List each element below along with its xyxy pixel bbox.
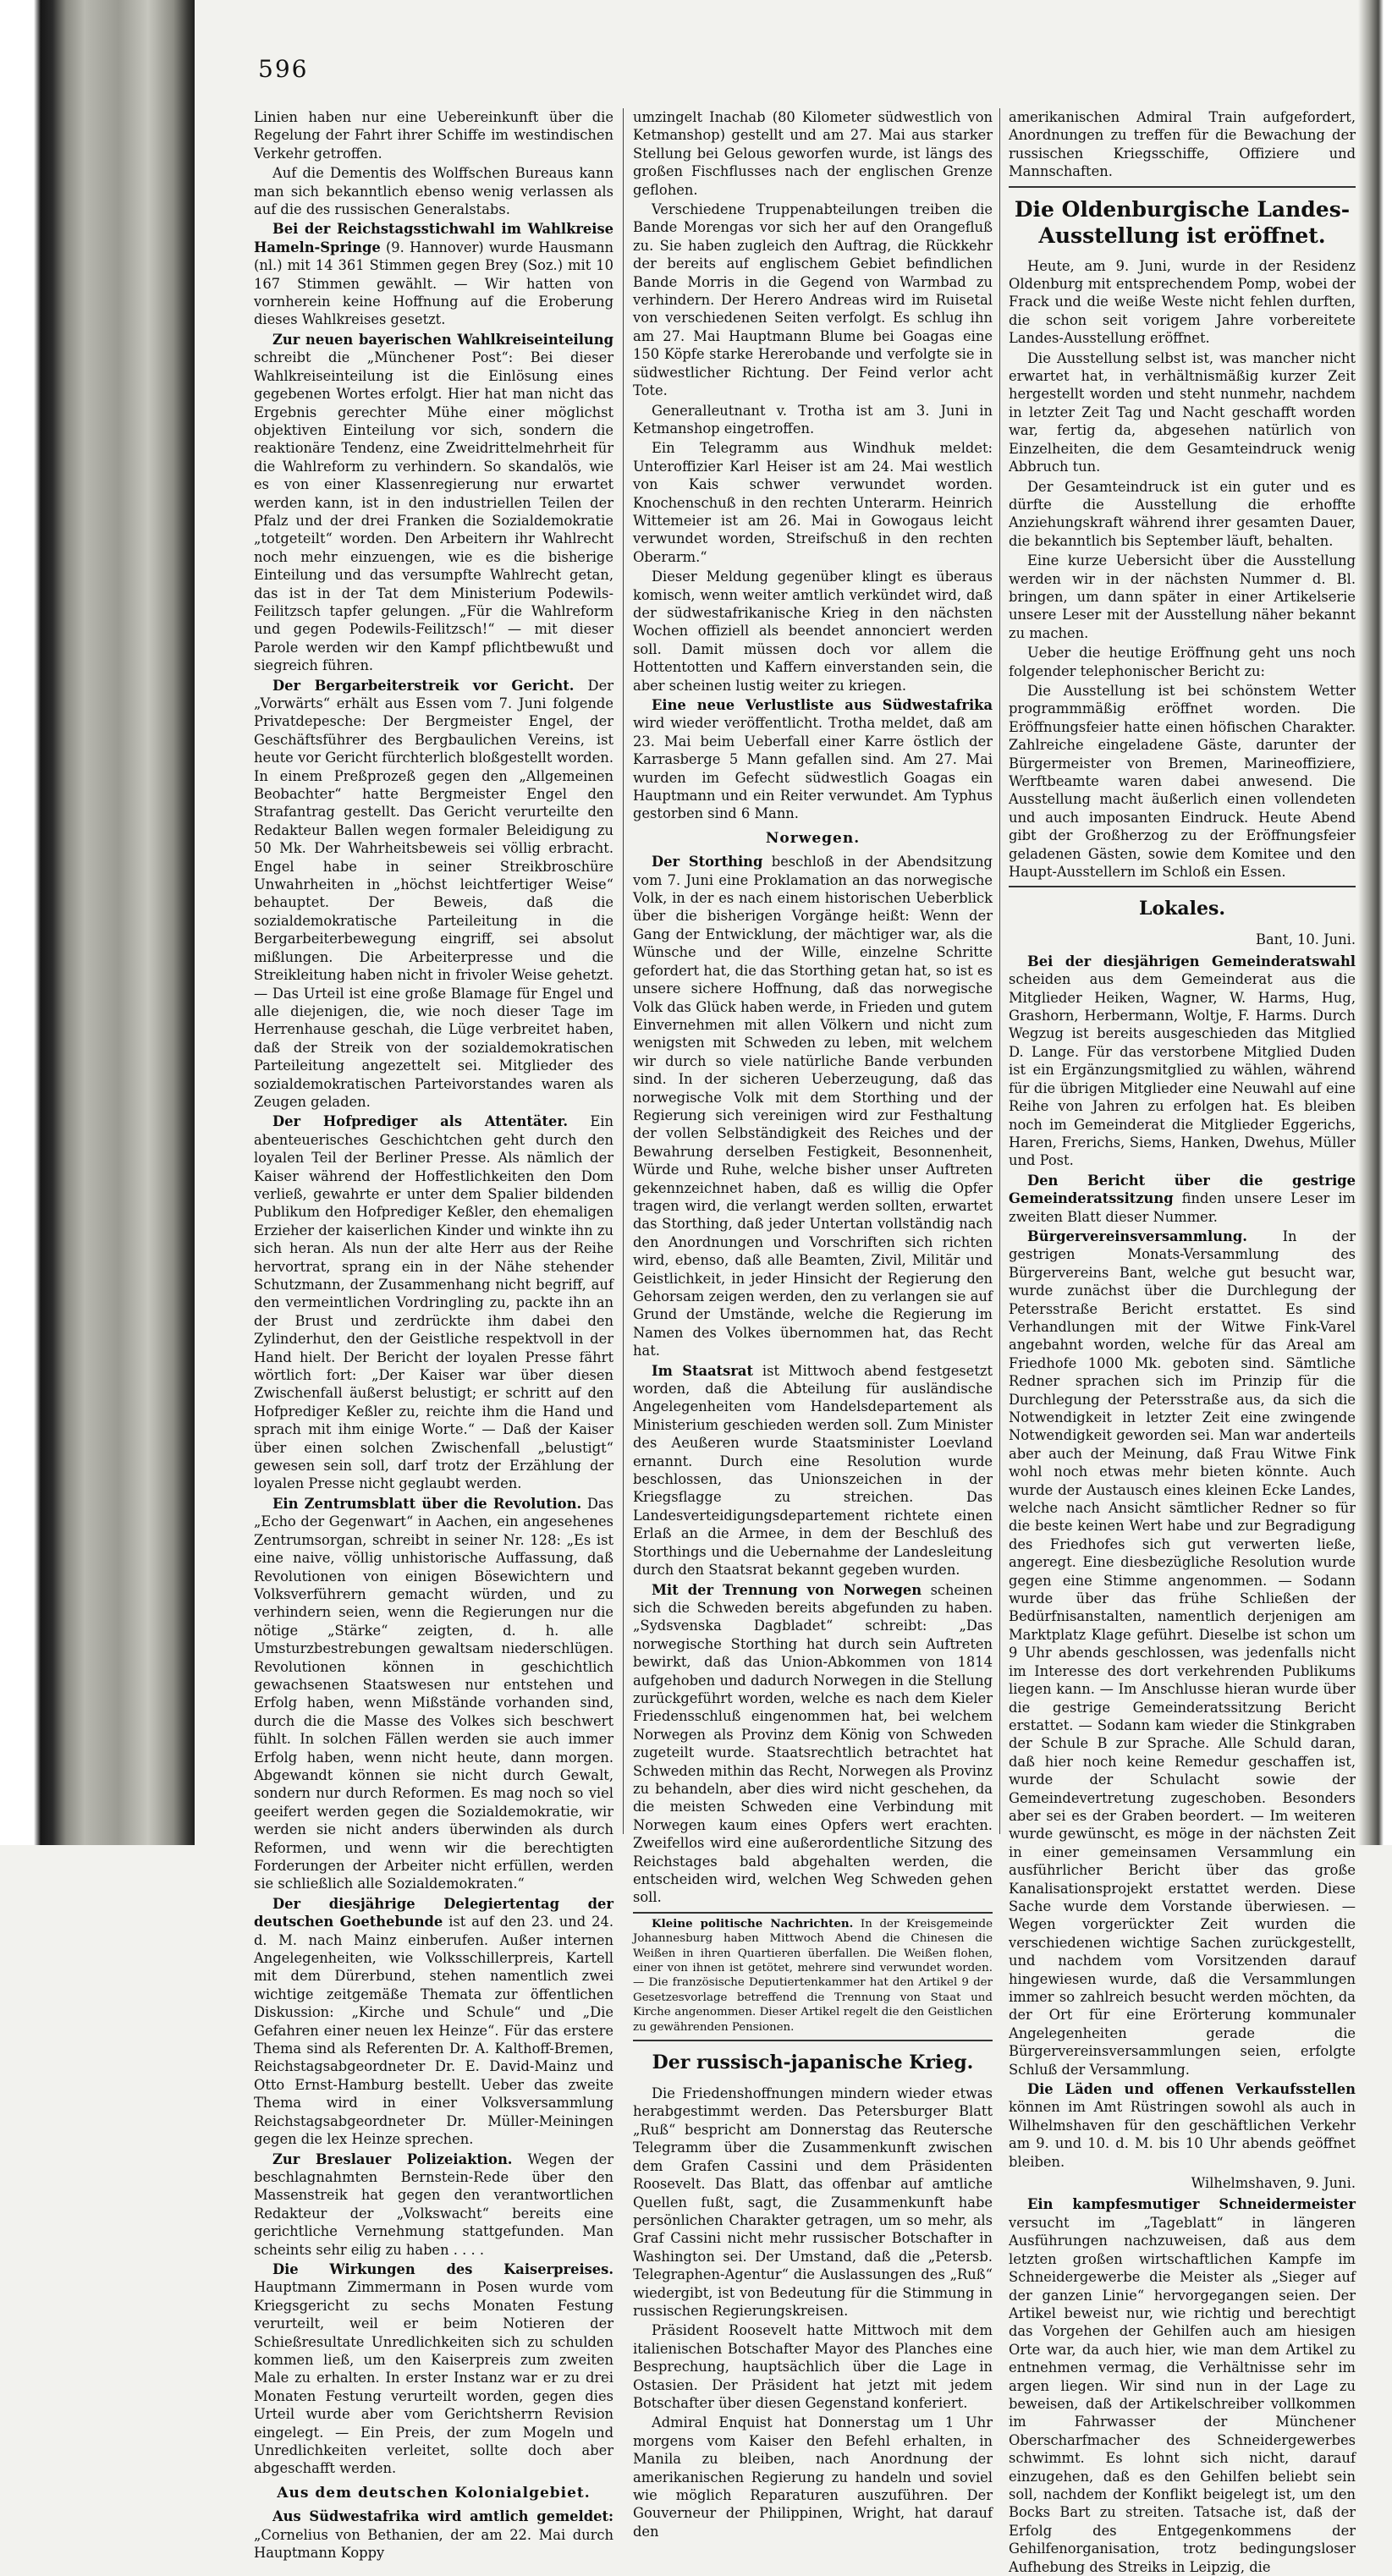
article-suedwest <box>254 2507 613 2562</box>
article-goethe <box>254 1895 613 2149</box>
article-zentrum <box>254 1495 613 1893</box>
article-paragraph: Dieser Meldung gegenüber klingt es überaus komisch, wenn weiter amtlich verkündet wird, daß der südwestafrikanische Krieg in den nächsten Wochen offiziell als beendet annonciert werden soll. Damit müssen doch vor allem die Hottentotten und Kaffern einverstanden sein, die aber scheinen lustig weiter zu kriegen. <box>633 568 993 694</box>
article-lead: Der Bergarbeiterstreik vor Gericht. <box>272 677 575 694</box>
article-gemeinderatswahl <box>1009 953 1356 1170</box>
article-lead: Der Hofprediger als Attentäter. <box>272 1113 569 1130</box>
article-kleine-nachrichten <box>633 1917 993 2035</box>
article-lead: Die Wirkungen des Kaiserpreises. <box>272 2260 613 2277</box>
article-paragraph: Heute, am 9. Juni, wurde in der Residenz Oldenburg mit entsprechendem Pomp, wobei der Frack und die weiße Weste nicht fehlen durften, die schon seit vorigem Jahre vorbereitete Landes-Ausstellung eröffnet. <box>1009 257 1356 347</box>
article-paragraph: Ueber die heutige Eröffnung geht uns noch folgender telephonischer Bericht zu: <box>1009 645 1356 679</box>
article-text: Der „Vorwärts“ erhält aus Essen vom 7. Juni folgende Privatdepesche: Der Bergmeister Engel, der Geschäftsführer des Bergbaulichen Vereins, ist heute vor Gericht fürchterlich bloßgestellt worden. In einem Preßprozeß gegen den „Allgemeinen Beobachter“ hatte Bergmeister Engel den Strafantrag gestellt. Das Gericht verurteilte den Redakteur Ballen wegen formaler Beleidigung zu 50 Mk. Der Wahrheitsbeweis sei völlig erbracht. Engel habe in seiner Streikbroschüre Unwahrheiten in „höchst leichtfertiger Weise“ behauptet. Der Beweis, daß die sozialdemokratische Parteileitung in die Bergarbeiterbewegung eingriff, sei absolut mißlungen. Die Arbeiterpresse und die Streikleitung haben nicht in frivoler Weise gehetzt. — Das Urteil ist eine große Blamage für Engel und alle diejenigen, die, wie noch dieser Tage im Herrenhause geschah, die Lüge verbreitet haben, daß der Streik von der sozialdemokratischen Parteileitung angezettelt sei. Mitglieder des sozialdemokratischen Parteivorstandes waren als Zeugen geladen. <box>254 677 613 1110</box>
article-bericht <box>1009 1172 1356 1226</box>
article-lead: Eine neue Verlustliste aus Südwestafrika <box>652 697 993 713</box>
dateline: Wilhelmshaven, 9. Juni. <box>1191 2175 1356 2192</box>
article-text: „Cornelius von Bethanien, der am 22. Mai durch Hauptmann Koppy <box>254 2526 613 2562</box>
column-middle <box>633 108 993 2540</box>
article-lead: Kleine politische Nachrichten. <box>652 1916 854 1931</box>
article-text: schreibt die „Münchener Post“: Bei dieser Wahlkreiseinteilung ist die Einlösung eines gegebenen Wortes erfolgt. Hier hat man nicht das Ergebnis gerechter Mühe einer möglichst objektiven Einteilung vor sich, sondern die reaktionäre Tendenz, eine Zweidrittelmehrheit für die Wahlreform zu verhindern. So skandalös, wie es von einer Klassenregierung nur erwartet werden kann, ist in den industriellen Teilen der Pfalz und der drei Franken die Sozialdemokratie „totgeteilt“ worden. Den Arbeitern ihr Wahlrecht noch mehr einzuengen, wie es die bisherige Einteilung und das versumpfte Wahlrecht getan, das ist in der Tat dem Ministerium Podewils-Feilitzsch tapfer gelungen. „Für die Wahlreform und gegen Podewils-Feilitzsch!“ — mit dieser Parole werden wir den Kampf pflichtbewußt und siegreich führen. <box>254 349 613 674</box>
section-heading-oldenburg: Die Oldenburgische Landes-Ausstellung ist eröffnet. <box>1014 196 1351 248</box>
article-lead: Ein Zentrumsblatt über die Revolution. <box>272 1495 582 1512</box>
article-text: scheiden aus dem Gemeinderat aus die Mitglieder Heiken, Wagner, W. Harms, Hug, Grashorn, Herbermann, Woltje, F. Harms. Durch Wegzug ist bereits ausgeschieden das Mitglied D. Lange. Für das verstorbene Mitglied Duden ist ein Ergänzungsmitglied zu wählen, während für die übrigen Mitglieder eine Neuwahl auf eine Reihe von Jahren zu erfolgen hat. Es bleiben noch im Gemeinderat die Mitglieder Eggerichs, Haren, Frerichs, Siems, Hanken, Dwehus, Müller und Post. <box>1009 971 1356 1169</box>
article-text: (9. Hannover) wurde Hausmann (nl.) mit 14 361 Stimmen gegen Brey (Soz.) mit 10 167 Stimmen gewählt. — Wir hatten von vornherein keine Hoffnung auf die Eroberung dieses Wahlkreises gesetzt. <box>254 239 613 328</box>
article-text: wird wieder veröffentlicht. Trotha meldet, daß am 23. Mai beim Ueberfall einer Karre östlich der Karrasberge 5 Mann gefallen sind. Am 27. Mai wurden im Gefecht südwestlich Goagas ein Hauptmann und ein Reiter verwundet. Am Typhus gestorben sind 6 Mann. <box>633 715 993 822</box>
article-text: In der Kreisgemeinde Johannesburg haben Mittwoch Abend die Chinesen die Weißen in ihren Quartieren überfallen. Die Weißen flohen, einer von ihnen ist getötet, mehrere sind verwundet worden. — Die französische Deputiertenkammer hat den Artikel 9 der Gesetzesvorlage betreffend die Trennung von Staat und Kirche angenommen. Dieser Artikel regelt die den Geistlichen zu gewährenden Pensionen. <box>633 1917 993 2034</box>
article-stichwahl <box>254 220 613 328</box>
article-text: Hauptmann Zimmermann in Posen wurde vom Kriegsgericht zu sechs Monaten Festung verurteilt, weil er beim Notieren der Schießresultate Unredlichkeiten sich zu schulden kommen ließ, um den Kaiserpreis zum zweiten Male zu erhalten. In erster Instanz war er zu drei Monaten Festung verurteilt worden, gegen dies Urteil wurde aber vom Gerichtsherrn Revision eingelegt. — Ein Preis, der zum Mogeln und Unredlichkeiten verleitet, sollte doch aber abgeschafft werden. <box>254 2279 613 2477</box>
article-text: Ein abenteuerisches Geschichtchen geht durch den loyalen Teil der Berliner Presse. Als nämlich der Kaiser während der Hoffestlichkeiten den Dom verließ, gewahrte er unter dem Spalier bildenden Publikum den Hofprediger Keßler, den ehemaligen Erzieher der kaiserlichen Kinder und winkte ihn zu sich heran. Als nun der alte Herr aus der Reihe hervortrat, sprang ein in der Nähe stehender Schutzmann, der Zusammenhang nicht begriff, auf den vermeintlichen Vordringling zu, packte ihn an der Brust und zerdrückte ihm dabei den Zylinderhut, den der Geistliche respektvoll in der Hand hielt. Der Bericht der loyalen Presse fährt wörtlich fort: „Der Kaiser war über diesen Zwischenfall äußerst belustigt; er schritt auf den Hofprediger Keßler zu, reichte ihm die Hand und sprach mit ihm einige Worte.“ — Daß der Kaiser über einen solchen Zwischenfall „belustigt“ gewesen sein soll, darf trotz der Erzählung der loyalen Presse nicht geglaubt werden. <box>254 1113 613 1492</box>
article-text: versucht im „Tageblatt“ in längeren Ausführungen nachzuweisen, daß aus dem letzten großen wirtschaftlichen Kampfe im Schneidergewerbe die Meister als „Sieger auf der ganzen Linie“ hervorgegangen seien. Der Artikel beweist nur, wie richtig und berechtigt das Vorgehen der Gehilfen auch am hiesigen Orte war, da auch hier, wie man dem Artikel zu entnehmen vermag, die Verhältnisse sehr im argen liegen. Wir sind nun in der Lage zu beweisen, daß der Artikelschreiber vollkommen im Fahrwasser der Münchener Oberscharfmacher des Schneidergewerbes schwimmt. Es lohnt sich nicht, darauf einzugehen, daß es den Gehilfen beliebt sein soll, nachdem der Konflikt beigelegt ist, um den Bocks Bart zu streiten. Tatsache ist, daß der Erfolg des Entgegenkommens der Gehilfenorganisation, trotz bedingungsloser Aufhebung des Streiks in Leipzig, die <box>1009 2214 1356 2575</box>
article-paragraph: amerikanischen Admiral Train aufgefordert, Anordnungen zu treffen für die Bewachung der russischen Kriegsschiffe, Offiziere und Mannschaften. <box>1009 109 1356 180</box>
article-lead: Mit der Trennung von Norwegen <box>652 1581 922 1598</box>
article-text: scheinen sich die Schweden bereits abgefunden zu haben. „Sydsvenska Dagbladet“ schreibt: „Das norwegische Storthing hat durch sein Auftreten bewirkt, daß das Union-Abkommen von 1814 aufgehoben und dadurch Norwegen in die Stellung zurückgeführt worden, welche es nach dem Kieler Friedensschluß eingenommen hat, bei welchem Norwegen als Provinz dem König von Schweden zugeteilt wurde. Staatsrechtlich betrachtet hat Schweden mithin das Recht, Norwegen als Provinz zu behandeln, aber dies wird nicht geschehen, da die meisten Schweden eine Verbindung mit Norwegen kaum eines Opfers wert erachten. Zweifellos wird eine außerordentliche Sitzung des Reichstages bald abgehalten werden, die entscheiden wird, welchen Weg Schweden gehen soll. <box>633 1581 993 1906</box>
article-paragraph: Die Ausstellung ist bei schönstem Wetter programmmäßig eröffnet worden. Die Eröffnungsfeier hatte einen höfischen Charakter. Zahlreiche eingeladene Gäste, darunter der Bürgermeister von Bremen, Marineoffiziere, Werftbeamte waren dabei anwesend. Die Ausstellung macht äußerlich einen vollendeten und auch imposanten Eindruck. Heute Abend gibt der Großherzog zu der Eröffnungsfeier geladenen Gästen, sowie dem Komitee und den Haupt-Ausstellern im Schloß ein Essen. <box>1009 682 1356 881</box>
article-paragraph: Die Friedenshoffnungen mindern wieder etwas herabgestimmt werden. Das Petersburger Blatt „Ruß“ bespricht am Donnerstag das Reutersche Telegramm über die Zusammenkunft zwischen dem Grafen Cassini und dem Präsidenten Roosevelt. Das Blatt, das offenbar auf amtliche Quellen fußt, sagt, die Zusammenkunft habe persönlichen Charakter getragen, um so mehr, als Graf Cassini nicht mehr russischer Botschafter in Washington sei. Der Umstand, daß die „Petersb. Telegraphen-Agentur“ die Auslassungen des „Ruß“ wiedergibt, ist von Bedeutung für die Stimmung in russischen Regierungskreisen. <box>633 2085 993 2319</box>
book-spine <box>0 0 195 1845</box>
article-lead: Bei der diesjährigen Gemeinderatswahl <box>1027 953 1356 969</box>
article-storthing <box>633 853 993 1359</box>
article-lead: Bürgervereinsversammlung. <box>1027 1228 1247 1244</box>
article-text: finden unsere Leser im zweiten Blatt dieser Nummer. <box>1009 1190 1356 1225</box>
article-text: beschloß in der Abendsitzung vom 7. Juni eine Proklamation an das norwegische Volk, in der es nach einem historischen Ueberblick über die bisherigen Vorgänge heißt: Wenn der Gang der Entwicklung, der mächtiger war, als die Wünsche und der Wille, einzelne Schritte gefordert hat, die das Storthing getan hat, so ist es unsere sichere Hoffnung, daß das norwegische Volk das Glück haben werde, in Frieden und gutem Einvernehmen mit allen Völkern und nicht zum wenigsten mit Schweden zu leben, mit welchem wir durch so viele natürliche Bande verbunden sind. In der sicheren Ueberzeugung, daß das norwegische Volk mit dem Storthing und der Regierung sich vereinigen wird zur Festhaltung der vollen Selbständigkeit des Reiches und der Bewahrung derselben Festigkeit, Besonnenheit, Würde und Ruhe, welche bisher unser Auftreten gekennzeichnet haben, daß es willig die Opfer tragen wird, die verlangt werden sollten, erwartet das Storthing, daß jeder Untertan vollständig nach den Anordnungen und Vorschriften sich richten wird, ebenso, daß alle Beamten, Zivil, Militär und Geistlichkeit, in jeder Hinsicht der Regierung den Gehorsam zeigen werden, den zu verlangen sie auf Grund der Umstände, welche die Regierung im Namen des Volkes übernommen hat, das Recht hat. <box>633 854 993 1359</box>
article-lead: Aus Südwestafrika wird amtlich gemeldet: <box>272 2508 613 2525</box>
article-text: ist auf den 23. und 24. d. M. nach Mainz einberufen. Außer internen Angelegenheiten, wie Volksschillerpreis, Kartell mit dem Dürerbund, stehen namentlich zwei wichtige zeitgemäße Themata zur öffentlichen Diskussion: „Kirche und Schule“ und „Die Gefahren einer neuen lex Heinze“. Für das erstere Thema sind als Referenten Dr. A. Kalthoff-Bremen, Reichstagsabgeordneter Dr. E. David-Mainz und Otto Ernst-Hamburg bestellt. Ueber das zweite Thema wird in einer Volksversammlung Reichstagsabgeordneter Dr. Müller-Meiningen gegen die lex Heinze sprechen. <box>254 1914 613 2148</box>
article-trennung <box>633 1581 993 1907</box>
page-edge <box>1358 0 1392 1845</box>
article-paragraph: Der Gesamteindruck ist ein guter und es dürfte die Ausstellung die erhoffte Anziehungskraft während ihrer gesamten Dauer, die bekanntlich bis September läuft, behalten. <box>1009 478 1356 549</box>
article-paragraph: Linien haben nur eine Uebereinkunft über die Regelung der Fahrt ihrer Schiffe im westindischen Verkehr getroffen. <box>254 109 613 162</box>
article-paragraph: Auf die Dementis des Wolffschen Bureaus kann man sich bekanntlich ebenso wenig verlassen als auf die des russischen Generalstabs. <box>254 165 613 218</box>
article-text: In der gestrigen Monats-Versammlung des Bürgervereins Bant, welche gut besucht war, wurde zunächst über die Durchlegung der Petersstraße Bericht erstattet. Es sind Verhandlungen mit der Witwe Fink-Varel angebahnt worden, welche für das Areal am Friedhofe 1000 Mk. geboten sind. Sämtliche Redner sprachen sich im Prinzip für die Durchlegung der Petersstraße aus, da sich die Notwendigkeit in letzter Zeit eine zwingende Notwendigkeit geworden sei. Man war anderteils aber auch der Meinung, daß Frau Witwe Fink wohl noch etwas mehr bieten könnte. Auch wurde der Austausch eines kleinen Ecke Landes, welche nach Ansicht sämtlicher Redner so für die beste keinen Wert habe und zur Begradigung des Friedhofes sich gut verwerten ließe, angeregt. Eine diesbezügliche Resolution wurde gegen eine Stimme angenommen. — Sodann wurde über das frühe Schließen der Bedürfnisanstalten, namentlich derjenigen am Marktplatz Klage geführt. Dieselbe ist schon um 9 Uhr abends geschlossen, was jedenfalls nicht im Interesse des dort verkehrenden Publikums liegen kann. — Im Anschlusse hieran wurde über die gestrige Gemeinderatssitzung Bericht erstattet. — Sodann kam wieder die Stinkgraben der Schule B zur Sprache. Alle Schuld daran, daß hier noch keine Remedur geschaffen ist, wurde der Schulacht sowie der Gemeindevertretung zugeschoben. Besonders aber sei es der Graben beordert. — Im weiteren wurde gewünscht, es möge in der nächsten Zeit in einer gemeinsamen Versammlung ein ausführlicher Bericht über das große Kanalisationsprojekt erstattet werden. Diese Sache wurde dem Vorstande überwiesen. — Wegen vorgerückter Zeit wurden die verschiedenen wichtige Sachen zurückgestellt, und nachdem vom Vorsitzenden darauf hingewiesen wurde, daß die Versammlungen immer so zahlreich besucht werden möchten, da der Ort für eine Erörterung kommunaler Angelegenheiten gerade die Bürgervereinsversammlungen seien, erfolgte Schluß der Versammlung. <box>1009 1228 1356 2078</box>
article-lead: Den Bericht über die gestrige Gemeinderatssitzung <box>1009 1172 1356 1207</box>
article-bergarbeiter <box>254 677 613 1112</box>
article-schneidermeister <box>1009 2195 1356 2576</box>
column-rule <box>623 108 624 1834</box>
article-paragraph: Die Ausstellung selbst ist, was mancher nicht erwartet hat, in verhältnismäßig kurzer Zeit hergestellt worden und steht nunmehr, nachdem in letzter Zeit Tag und Nacht geschafft worden war, fertig da, abgesehen natürlich von Einzelheiten, die dem Gesamteindruck wenig Abbruch tun. <box>1009 349 1356 475</box>
article-text: Das „Echo der Gegenwart“ in Aachen, ein angesehenes Zentrumsorgan, schreibt in seiner Nr. 128: „Es ist eine naive, völlig unhistorische Auffassung, daß Revolutionen von einigen Bösewichtern und Volksverführern gemacht würden, und zu verhindern seien, wenn die Regierungen nur die nötige „Stärke“ zeigten, d. h. alle Umsturzbestrebungen gewaltsam niederschlügen. Revolutionen können in geschichtlich gewachsenen Staatswesen nur entstehen und Erfolg haben, wenn Mißstände vorhanden sind, durch die die Masse des Volkes sich beschwert fühlt. In solchen Fällen werden sie auch immer Erfolg haben, wenn nicht heute, dann morgen. Abgewandt können sie nicht durch Gewalt, sondern nur durch Reformen. Es mag noch so viel geeifert werden gegen die Sozialdemokratie, wir werden sie nicht anders überwinden als durch Reformen, und wenn wir die berechtigten Forderungen der Arbeiter nicht erfüllen, werden sie schließlich alle Sozialdemokraten.“ <box>254 1495 613 1892</box>
section-heading-krieg: Der russisch-japanische Krieg. <box>652 2051 974 2074</box>
article-paragraph: Eine kurze Uebersicht über die Ausstellung werden wir in der nächsten Nummer d. Bl. bringen, um dann später in einer Artikelserie unsere Leser mit der Ausstellung näher bekannt zu machen. <box>1009 552 1356 641</box>
article-lead: Im Staatsrat <box>652 1362 753 1379</box>
page-number: 596 <box>258 55 309 83</box>
article-verlustliste <box>633 696 993 823</box>
column-left <box>254 108 613 2562</box>
article-paragraph: Ein Telegramm aus Windhuk meldet: Unteroffizier Karl Heiser ist am 24. Mai westlich von Kais schwer verwundet worden. Knochenschuß in den rechten Unterarm. Heinrich Wittemeier ist am 26. Mai in Gowogaus leicht verwundet worden, Streifschuß in den rechten Oberarm.“ <box>633 440 993 565</box>
article-staatsrat <box>633 1362 993 1579</box>
box-kleine-nachrichten <box>633 1912 993 2041</box>
article-paragraph: Generalleutnant v. Trotha ist am 3. Juni in Ketmanshop eingetroffen. <box>633 402 993 437</box>
article-lead: Zur Breslauer Polizeiaktion. <box>272 2150 513 2167</box>
article-lead: Zur neuen bayerischen Wahlkreiseinteilung <box>272 331 613 348</box>
article-lead: Der Storthing <box>652 854 763 871</box>
section-heading-kolonial: Aus dem deutschen Kolonialgebiet. <box>277 2484 591 2502</box>
article-kaiserpreis <box>254 2260 613 2478</box>
article-laeden <box>1009 2080 1356 2171</box>
dateline: Bant, 10. Juni. <box>1256 931 1356 948</box>
section-heading-norwegen: Norwegen. <box>765 829 861 847</box>
article-paragraph: Verschiedene Truppenabteilungen treiben die Bande Morengas vor sich her auf den Orangefluß zu. Sie haben zugleich den Auftrag, die Rückkehr der bereits auf englischem Gebiet befindlichen Bande Morris in die Gegend von Warmbad zu verhindern. Der Herero Andreas wird im Ruisetal von verschiedenen Seiten verfolgt. Es schlug ihn am 27. Mai Hauptmann Blume bei Goagas eine 150 Köpfe starke Hererobande und verfolgte sie in südwestlicher Richtung. Der Feind verlor acht Tote. <box>633 201 993 399</box>
article-text: können im Amt Rüstringen sowohl als auch in Wilhelmshaven für den geschäftlichen Verkehr am 9. und 10. d. M. bis 10 Uhr abends geöffnet bleiben. <box>1009 2099 1356 2170</box>
article-paragraph: umzingelt Inachab (80 Kilometer südwestlich von Ketmanshop) gestellt und am 27. Mai aus starker Stellung bei Gelous geworfen wurde, ist längs des großen Fischflusses nach der englischen Grenze geflohen. <box>633 109 993 198</box>
article-hofprediger <box>254 1112 613 1493</box>
article-breslau <box>254 2150 613 2259</box>
column-rule <box>999 108 1000 1834</box>
divider <box>1009 886 1356 887</box>
article-lead: Die Läden und offenen Verkaufsstellen <box>1027 2081 1356 2098</box>
article-lead: Bei der Reichstagsstichwahl im Wahlkreise Hameln-Springe <box>254 221 613 255</box>
article-paragraph: Admiral Enquist hat Donnerstag um 1 Uhr morgens vom Kaiser den Befehl erhalten, in Manila zu bleiben, nach Anordnung der amerikanischen Regierung zu handeln und soviel wie möglich Reparaturen auszuführen. Der Gouverneur der Philippinen, Wright, hat darauf den <box>633 2414 993 2540</box>
column-right <box>1009 108 1356 2575</box>
article-lead: Der diesjährige Delegiertentag der deutschen Goethebunde <box>254 1895 613 1931</box>
article-bayern <box>254 331 613 675</box>
divider <box>1009 186 1356 188</box>
article-lead: Ein kampfesmutiger Schneidermeister <box>1027 2196 1356 2213</box>
article-paragraph: Präsident Roosevelt hatte Mittwoch mit dem italienischen Botschafter Mayor des Planches eine Besprechung, hauptsächlich über die Lage in Ostasien. Der Präsident hat jetzt mit jedem Botschafter über diesen Gegenstand konferiert. <box>633 2322 993 2411</box>
section-heading-lokales: Lokales. <box>1138 898 1226 920</box>
article-buergerverein <box>1009 1228 1356 2079</box>
article-text: Wegen der beschlagnahmten Bernstein-Rede über den Massenstreik hat gegen den verantwortlichen Redakteur der „Volkswacht“ bereits eine gerichtliche Vernehmung stattgefunden. Man scheints sehr eilig zu haben . . . . <box>254 2150 613 2258</box>
article-text: ist Mittwoch abend festgesetzt worden, daß die Abteilung für ausländische Angelegenheiten vom Handelsdepartement als Ministerium geschieden werden soll. Zum Minister des Aeußeren wurde Staatsminister Loevland ernannt. Durch eine Resolution wurde beschlossen, das Unionszeichen in der Kriegsflagge zu streichen. Das Landesverteidigungsdepartement richtete einen Erlaß an die Armee, in dem der Beschluß des Storthings und die Uebernahme der Landesleitung durch den Staatsrat bekannt gegeben wurden. <box>633 1362 993 1579</box>
